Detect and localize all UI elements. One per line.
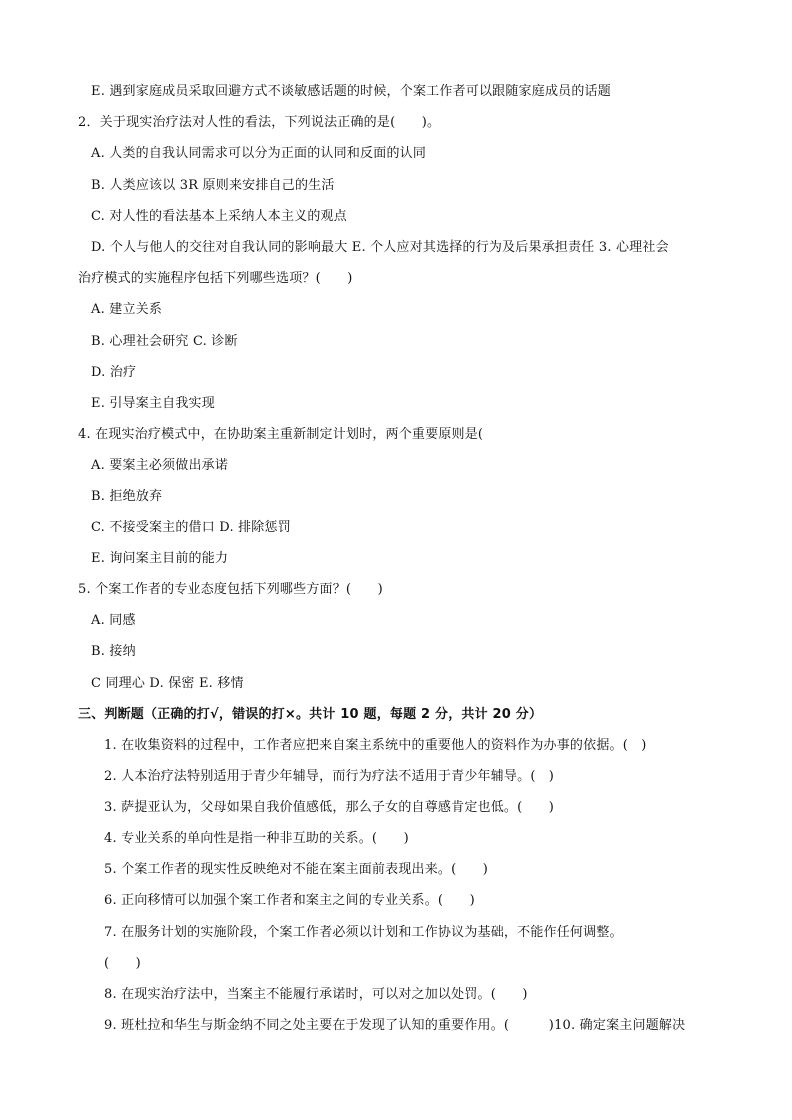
q5-option-b: B. 接纳 <box>91 644 136 659</box>
tf-item-2: 2. 人本治疗法特别适用于青少年辅导，而行为疗法不适用于青少年辅导。( ) <box>104 769 555 784</box>
q3-option-e: E. 引导案主自我实现 <box>91 396 215 411</box>
q5-option-c-d-e: C 同理心 D. 保密 E. 移情 <box>91 676 244 691</box>
q5-option-a: A. 同感 <box>91 613 136 628</box>
tf-item-7-blank: ( ) <box>104 956 141 971</box>
tf-item-3: 3. 萨提亚认为，父母如果自我价值感低，那么子女的自尊感肯定也低。( ) <box>104 800 555 815</box>
q2-option-b: B. 人类应该以 3R 原则来安排自己的生活 <box>91 178 335 193</box>
option-e-q1: E. 遇到家庭成员采取回避方式不谈敏感话题的时候，个案工作者可以跟随家庭成员的话题 <box>91 84 611 99</box>
q3-option-b-c: B. 心理社会研究 C. 诊断 <box>91 334 238 349</box>
tf-item-4: 4. 专业关系的单向性是指一种非互助的关系。( ) <box>104 831 409 846</box>
q4-option-c-d: C. 不接受案主的借口 D. 排除惩罚 <box>91 520 291 535</box>
tf-item-6: 6. 正向移情可以加强个案工作者和案主之间的专业关系。( ) <box>104 893 475 908</box>
tf-item-5: 5. 个案工作者的现实性反映绝对不能在案主面前表现出来。( ) <box>104 862 489 877</box>
question-5: 5. 个案工作者的专业态度包括下列哪些方面？( ) <box>78 582 383 597</box>
q4-option-a: A. 要案主必须做出承诺 <box>91 458 229 473</box>
q2-option-d-e-q3: D. 个人与他人的交往对自我认同的影响最大 E. 个人应对其选择的行为及后果承担责任 3. 心理社会 <box>91 240 669 255</box>
q3-option-d: D. 治疗 <box>91 365 137 380</box>
q2-option-a: A. 人类的自我认同需求可以分为正面的认同和反面的认同 <box>91 146 427 161</box>
q3-option-a: A. 建立关系 <box>91 302 163 317</box>
tf-item-7: 7. 在服务计划的实施阶段，个案工作者必须以计划和工作协议为基础，不能作任何调整。 <box>104 925 623 940</box>
q4-option-b: B. 拒绝放弃 <box>91 489 163 504</box>
tf-item-1: 1. 在收集资料的过程中，工作者应把来自案主系统中的重要他人的资料作为办事的依据。( ) <box>104 738 647 753</box>
tf-item-8: 8. 在现实治疗法中，当案主不能履行承诺时，可以对之加以处罚。( ) <box>104 987 528 1002</box>
question-3-cont: 治疗模式的实施程序包括下列哪些选项？( ) <box>78 271 353 286</box>
section-heading-true-false: 三、判断题（正确的打√，错误的打×。共计 10 题，每题 2 分，共计 20 分） <box>78 707 543 722</box>
q4-option-e: E. 询问案主目前的能力 <box>91 551 229 566</box>
tf-item-9-10: 9. 班杜拉和华生与斯金纳不同之处主要在于发现了认知的重要作用。( )10. 确定案主问题解决 <box>104 1018 686 1033</box>
question-2: 2．关于现实治疗法对人性的看法，下列说法正确的是( )。 <box>78 115 441 130</box>
question-4: 4. 在现实治疗模式中，在协助案主重新制定计划时，两个重要原则是( <box>78 427 484 442</box>
q2-option-c: C. 对人性的看法基本上采纳人本主义的观点 <box>91 209 347 224</box>
